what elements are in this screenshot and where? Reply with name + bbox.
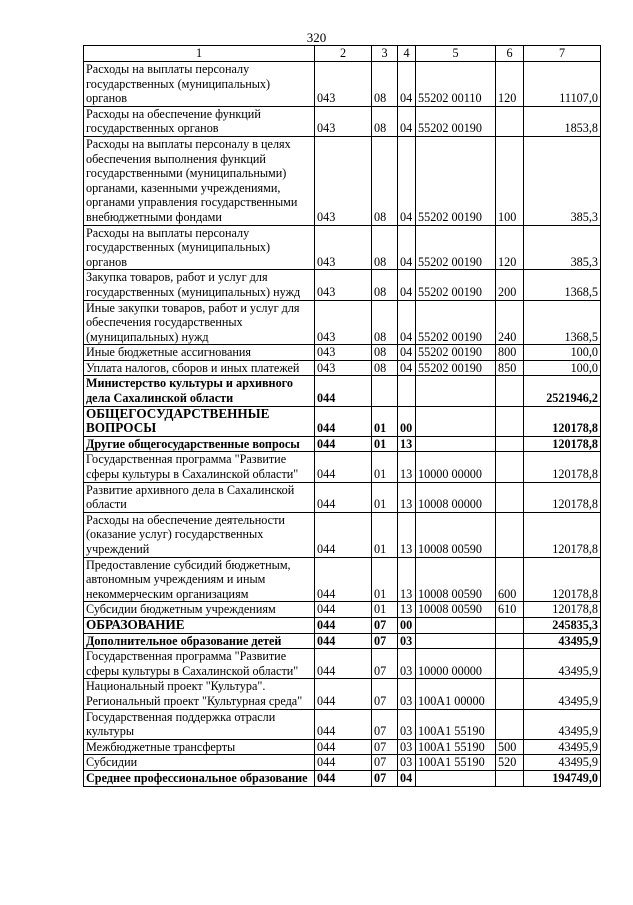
amount-cell: 120178,8 (524, 452, 601, 482)
expense-type-cell (496, 482, 524, 512)
table-row (84, 436, 601, 452)
expense-type-cell: 600 (496, 557, 524, 602)
section-cell: 01 (372, 452, 398, 482)
subsection-cell: 03 (398, 633, 416, 649)
amount-cell: 43495,9 (524, 755, 601, 771)
section-cell: 07 (372, 739, 398, 755)
table-row (84, 482, 601, 512)
column-header: 3 (372, 46, 398, 62)
section-cell: 08 (372, 225, 398, 270)
table-row (84, 709, 601, 739)
table-row (84, 406, 601, 436)
row-name-cell: ОБЩЕГОСУДАРСТВЕННЫЕ ВОПРОСЫ (84, 406, 315, 436)
section-cell: 07 (372, 709, 398, 739)
table-row (84, 376, 601, 406)
table-row (84, 270, 601, 300)
column-header: 6 (496, 46, 524, 62)
subsection-cell (398, 376, 416, 406)
target-article-cell: 55202 00190 (416, 300, 496, 345)
expense-type-cell: 100 (496, 136, 524, 225)
admin-code-cell: 043 (315, 225, 372, 270)
amount-cell: 120178,8 (524, 602, 601, 618)
expense-type-cell: 500 (496, 739, 524, 755)
row-name-cell: Национальный проект "Культура". Региональный проект "Культурная среда" (84, 679, 315, 709)
target-article-cell: 100А1 55190 (416, 709, 496, 739)
table-row (84, 360, 601, 376)
target-article-cell: 10000 00000 (416, 649, 496, 679)
row-name-cell: Государственная поддержка отрасли культуры (84, 709, 315, 739)
admin-code-cell: 044 (315, 633, 372, 649)
target-article-cell (416, 617, 496, 633)
row-name-cell: Межбюджетные трансферты (84, 739, 315, 755)
subsection-cell: 03 (398, 755, 416, 771)
section-cell: 08 (372, 270, 398, 300)
row-name-cell: Другие общегосударственные вопросы (84, 436, 315, 452)
amount-cell: 385,3 (524, 225, 601, 270)
row-name-cell: Расходы на обеспечение деятельности (оказание услуг) государственных учреждений (84, 512, 315, 557)
subsection-cell: 04 (398, 106, 416, 136)
section-cell: 07 (372, 770, 398, 786)
expense-type-cell (496, 106, 524, 136)
row-name-cell: Министерство культуры и архивного дела Сахалинской области (84, 376, 315, 406)
expense-type-cell (496, 436, 524, 452)
table-row (84, 106, 601, 136)
table-row (84, 770, 601, 786)
admin-code-cell: 044 (315, 452, 372, 482)
target-article-cell: 55202 00190 (416, 360, 496, 376)
expense-type-cell (496, 709, 524, 739)
subsection-cell: 04 (398, 62, 416, 107)
amount-cell: 385,3 (524, 136, 601, 225)
subsection-cell: 04 (398, 225, 416, 270)
expense-type-cell: 520 (496, 755, 524, 771)
section-cell: 08 (372, 106, 398, 136)
admin-code-cell: 044 (315, 376, 372, 406)
subsection-cell: 04 (398, 270, 416, 300)
table-row (84, 679, 601, 709)
target-article-cell: 55202 00190 (416, 345, 496, 361)
admin-code-cell: 044 (315, 739, 372, 755)
admin-code-cell: 043 (315, 360, 372, 376)
subsection-cell: 13 (398, 436, 416, 452)
amount-cell: 120178,8 (524, 557, 601, 602)
target-article-cell: 100А1 00000 (416, 679, 496, 709)
amount-cell: 1853,8 (524, 106, 601, 136)
amount-cell: 1368,5 (524, 300, 601, 345)
amount-cell: 194749,0 (524, 770, 601, 786)
admin-code-cell: 044 (315, 482, 372, 512)
admin-code-cell: 044 (315, 557, 372, 602)
target-article-cell: 55202 00110 (416, 62, 496, 107)
amount-cell: 100,0 (524, 345, 601, 361)
target-article-cell: 55202 00190 (416, 225, 496, 270)
amount-cell: 120178,8 (524, 406, 601, 436)
admin-code-cell: 043 (315, 106, 372, 136)
expense-type-cell (496, 679, 524, 709)
table-row (84, 136, 601, 225)
subsection-cell: 04 (398, 770, 416, 786)
admin-code-cell: 044 (315, 602, 372, 618)
target-article-cell (416, 633, 496, 649)
row-name-cell: Субсидии бюджетным учреждениям (84, 602, 315, 618)
target-article-cell: 10008 00590 (416, 602, 496, 618)
subsection-cell: 03 (398, 649, 416, 679)
admin-code-cell: 044 (315, 406, 372, 436)
row-name-cell: Расходы на выплаты персоналу государственных (муниципальных) органов (84, 62, 315, 107)
section-cell: 07 (372, 617, 398, 633)
row-name-cell: Иные закупки товаров, работ и услуг для обеспечения государственных (муниципальных) нужд (84, 300, 315, 345)
row-name-cell: Субсидии (84, 755, 315, 771)
target-article-cell: 100А1 55190 (416, 755, 496, 771)
section-cell (372, 376, 398, 406)
admin-code-cell: 044 (315, 755, 372, 771)
table-row (84, 617, 601, 633)
subsection-cell: 13 (398, 602, 416, 618)
amount-cell: 11107,0 (524, 62, 601, 107)
table-row (84, 345, 601, 361)
expense-type-cell (496, 770, 524, 786)
section-cell: 01 (372, 557, 398, 602)
subsection-cell: 13 (398, 512, 416, 557)
subsection-cell: 04 (398, 360, 416, 376)
table-row (84, 300, 601, 345)
admin-code-cell: 044 (315, 649, 372, 679)
column-header: 7 (524, 46, 601, 62)
subsection-cell: 04 (398, 136, 416, 225)
section-cell: 07 (372, 649, 398, 679)
row-name-cell: Развитие архивного дела в Сахалинской области (84, 482, 315, 512)
row-name-cell: Расходы на обеспечение функций государственных органов (84, 106, 315, 136)
admin-code-cell: 044 (315, 436, 372, 452)
target-article-cell (416, 406, 496, 436)
subsection-cell: 03 (398, 679, 416, 709)
row-name-cell: Государственная программа "Развитие сферы культуры в Сахалинской области" (84, 649, 315, 679)
admin-code-cell: 043 (315, 345, 372, 361)
expense-type-cell (496, 649, 524, 679)
row-name-cell: Расходы на выплаты персоналу государственных (муниципальных) органов (84, 225, 315, 270)
expense-type-cell: 120 (496, 225, 524, 270)
subsection-cell: 04 (398, 345, 416, 361)
admin-code-cell: 044 (315, 770, 372, 786)
table-row (84, 62, 601, 107)
expense-type-cell: 240 (496, 300, 524, 345)
expense-type-cell (496, 633, 524, 649)
expense-type-cell (496, 406, 524, 436)
budget-table (83, 45, 601, 787)
subsection-cell: 13 (398, 482, 416, 512)
target-article-cell: 55202 00190 (416, 270, 496, 300)
subsection-cell: 03 (398, 739, 416, 755)
section-cell: 01 (372, 406, 398, 436)
row-name-cell: Государственная программа "Развитие сферы культуры в Сахалинской области" (84, 452, 315, 482)
admin-code-cell: 043 (315, 136, 372, 225)
target-article-cell: 100А1 55190 (416, 739, 496, 755)
section-cell: 07 (372, 679, 398, 709)
row-name-cell: Расходы на выплаты персоналу в целях обеспечения выполнения функций государственными (муниципальными) органами, казенными учреждениями, органами управления государственными внебюджетными фондами (84, 136, 315, 225)
admin-code-cell: 043 (315, 270, 372, 300)
header-row (84, 46, 601, 62)
target-article-cell (416, 770, 496, 786)
amount-cell: 43495,9 (524, 739, 601, 755)
admin-code-cell: 043 (315, 62, 372, 107)
admin-code-cell: 044 (315, 512, 372, 557)
admin-code-cell: 044 (315, 679, 372, 709)
column-header: 2 (315, 46, 372, 62)
amount-cell: 245835,3 (524, 617, 601, 633)
section-cell: 08 (372, 136, 398, 225)
target-article-cell (416, 376, 496, 406)
admin-code-cell: 044 (315, 709, 372, 739)
target-article-cell: 10000 00000 (416, 452, 496, 482)
subsection-cell: 13 (398, 452, 416, 482)
expense-type-cell: 800 (496, 345, 524, 361)
section-cell: 08 (372, 62, 398, 107)
subsection-cell: 00 (398, 617, 416, 633)
table-row (84, 633, 601, 649)
amount-cell: 43495,9 (524, 709, 601, 739)
target-article-cell: 55202 00190 (416, 106, 496, 136)
row-name-cell: Закупка товаров, работ и услуг для государственных (муниципальных) нужд (84, 270, 315, 300)
subsection-cell: 04 (398, 300, 416, 345)
expense-type-cell: 120 (496, 62, 524, 107)
column-header: 4 (398, 46, 416, 62)
expense-type-cell: 610 (496, 602, 524, 618)
expense-type-cell (496, 617, 524, 633)
admin-code-cell: 043 (315, 300, 372, 345)
target-article-cell: 10008 00590 (416, 557, 496, 602)
row-name-cell: Предоставление субсидий бюджетным, автономным учреждениям и иным некоммерческим организациям (84, 557, 315, 602)
subsection-cell: 13 (398, 557, 416, 602)
amount-cell: 43495,9 (524, 679, 601, 709)
target-article-cell: 10008 00590 (416, 512, 496, 557)
table-row (84, 649, 601, 679)
subsection-cell: 03 (398, 709, 416, 739)
row-name-cell: Уплата налогов, сборов и иных платежей (84, 360, 315, 376)
table-row (84, 602, 601, 618)
table-row (84, 557, 601, 602)
table-row (84, 512, 601, 557)
target-article-cell: 10008 00000 (416, 482, 496, 512)
expense-type-cell: 200 (496, 270, 524, 300)
row-name-cell: Иные бюджетные ассигнования (84, 345, 315, 361)
section-cell: 01 (372, 602, 398, 618)
table-row (84, 225, 601, 270)
subsection-cell: 00 (398, 406, 416, 436)
expense-type-cell (496, 452, 524, 482)
section-cell: 07 (372, 633, 398, 649)
target-article-cell: 55202 00190 (416, 136, 496, 225)
amount-cell: 2521946,2 (524, 376, 601, 406)
page-number: 320 (306, 30, 327, 45)
expense-type-cell (496, 376, 524, 406)
section-cell: 08 (372, 345, 398, 361)
section-cell: 01 (372, 482, 398, 512)
section-cell: 08 (372, 360, 398, 376)
column-header: 1 (84, 46, 315, 62)
row-name-cell: ОБРАЗОВАНИЕ (84, 617, 315, 633)
row-name-cell: Среднее профессиональное образование (84, 770, 315, 786)
column-header: 5 (416, 46, 496, 62)
table-row (84, 452, 601, 482)
section-cell: 01 (372, 436, 398, 452)
amount-cell: 43495,9 (524, 633, 601, 649)
table-row (84, 739, 601, 755)
amount-cell: 120178,8 (524, 436, 601, 452)
amount-cell: 43495,9 (524, 649, 601, 679)
section-cell: 07 (372, 755, 398, 771)
amount-cell: 100,0 (524, 360, 601, 376)
expense-type-cell: 850 (496, 360, 524, 376)
amount-cell: 120178,8 (524, 482, 601, 512)
table-row (84, 755, 601, 771)
amount-cell: 120178,8 (524, 512, 601, 557)
target-article-cell (416, 436, 496, 452)
amount-cell: 1368,5 (524, 270, 601, 300)
expense-type-cell (496, 512, 524, 557)
admin-code-cell: 044 (315, 617, 372, 633)
section-cell: 08 (372, 300, 398, 345)
row-name-cell: Дополнительное образование детей (84, 633, 315, 649)
section-cell: 01 (372, 512, 398, 557)
